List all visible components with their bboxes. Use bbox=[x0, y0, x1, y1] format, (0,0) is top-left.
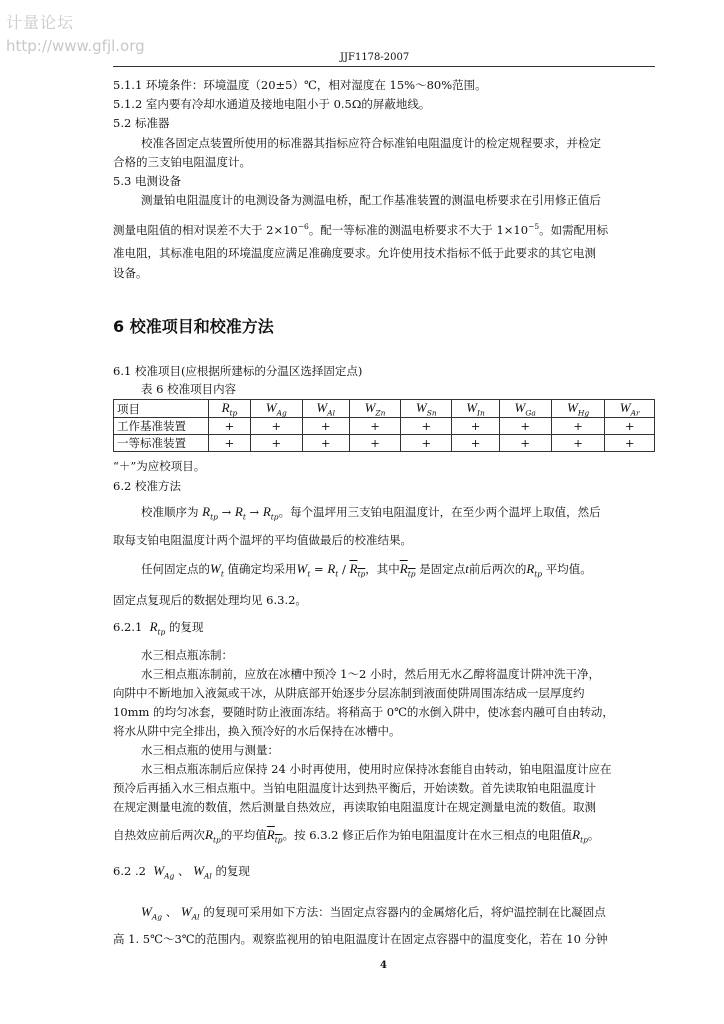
clause-5-3-heading: 5.3 电测设备 bbox=[113, 174, 181, 188]
table-cell: + bbox=[605, 418, 655, 435]
table-row bbox=[114, 418, 655, 435]
calibration-order-text: 校准顺序为 $R_{tp} \to R_t \to R_{tp}$。每个温坪用三支铂电阻温度计，在至少两个温坪上取值，然后 bbox=[141, 504, 601, 522]
table-row bbox=[114, 435, 655, 452]
water-cell-use-text-2: 预冷后再插入水三相点瓶中。当铂电阻温度计达到热平衡后，开始读数。首先读取铂电阻温度计 bbox=[113, 781, 596, 795]
table-cell: + bbox=[551, 418, 605, 435]
ag-al-method-text-2: 高 1. 5℃～3℃的范围内。观察监视用的铂电阻温度计在固定点容器中的温度变化，若在 10 分钟 bbox=[113, 932, 608, 946]
table-cell: + bbox=[551, 435, 605, 452]
watermark-url: http://www.gfjl.org bbox=[6, 37, 145, 55]
clause-5-3-text-cont: 测量电阻值的相对误差不大于 $2\times 10^{-6}$。配一等标准的测温电桥要求不大于 $1\times 10^{-5}$。如需配用标 bbox=[113, 222, 609, 237]
watermark-title: 计量论坛 bbox=[6, 13, 75, 32]
clause-6-1: 6.1 校准项目(应根据所建标的分温区选择固定点) bbox=[113, 364, 363, 378]
col-w-al: $W_{Al}$ bbox=[302, 400, 349, 418]
header-rule bbox=[113, 66, 655, 67]
water-cell-freeze-heading: 水三相点瓶冻制： bbox=[141, 648, 233, 662]
clause-5-2-text: 校准各固定点装置所使用的标准器其指标应符合标准铂电阻温度计的检定规程要求，并检定 bbox=[141, 136, 601, 150]
col-w-in: $W_{In}$ bbox=[452, 400, 499, 418]
col-w-zn: $W_{Zn}$ bbox=[349, 400, 400, 418]
calibration-order-text-cont: 取每支铂电阻温度计两个温坪的平均值做最后的校准结果。 bbox=[113, 533, 412, 547]
clause-5-2-heading: 5.2 标准器 bbox=[113, 116, 170, 130]
clause-5-1-2: 5.1.2 室内要有冷却水通道及接地电阻小于 0.5Ω的屏蔽地线。 bbox=[113, 97, 431, 111]
clause-6-2: 6.2 校准方法 bbox=[113, 479, 181, 493]
table-cell: + bbox=[209, 418, 251, 435]
table-header-label: 项目 bbox=[114, 400, 209, 418]
table-header-row bbox=[114, 400, 655, 418]
ag-al-method-text: $W_{Ag}$ 、 $W_{Al}$ 的复现可采用如下方法：当固定点容器内的金属熔化后，将炉温控制在比凝固点 bbox=[141, 904, 606, 922]
table-cell: + bbox=[349, 418, 400, 435]
document-code: JJF1178-2007 bbox=[340, 52, 410, 63]
col-r-tp: $R_{tp}$ bbox=[209, 400, 251, 418]
table-cell: + bbox=[349, 435, 400, 452]
water-cell-freeze-text: 水三相点瓶冻制前，应放在冰槽中预冷 1～2 小时，然后用无水乙醇将温度计阱冲洗干净， bbox=[141, 667, 600, 681]
clause-5-3-text-end: 设备。 bbox=[113, 266, 148, 280]
water-cell-freeze-text-3: 10mm 的均匀冰套，要随时防止液面冻结。将稍高于 0℃的水倒入阱中，使冰套内融可自由转动， bbox=[113, 705, 614, 719]
table-cell: + bbox=[250, 418, 302, 435]
table-note: “＋”为应校项目。 bbox=[113, 459, 206, 473]
section-6-heading: 6 校准项目和校准方法 bbox=[113, 317, 274, 336]
col-w-ga: $W_{Ga}$ bbox=[499, 400, 551, 418]
clause-6-2-1: 6.2.1 $R_{tp}$ 的复现 bbox=[113, 619, 204, 637]
clause-6-2-2: 6.2 .2 $W_{Ag}$ 、 $W_{Al}$ 的复现 bbox=[113, 863, 250, 881]
clause-5-3-text: 测量铂电阻温度计的电测设备为测温电桥，配工作基准装置的测温电桥要求在引用修正值后 bbox=[141, 193, 601, 207]
row-label: 工作基准装置 bbox=[114, 418, 209, 435]
data-processing-ref: 固定点复现后的数据处理均见 6.3.2。 bbox=[113, 593, 307, 607]
table-cell: + bbox=[401, 418, 452, 435]
clause-5-2-text-cont: 合格的三支铂电阻温度计。 bbox=[113, 155, 251, 169]
formula-text: 任何固定点的$W_t$ 值确定均采用$W_t = R_t / R_{tp}$，其中$R_{tp}$ 是固定点t前后两次的$R_{tp}$ 平均值。 bbox=[141, 561, 592, 579]
col-w-hg: $W_{Hg}$ bbox=[551, 400, 605, 418]
water-cell-freeze-text-4: 将水从阱中完全排出，换入预冷好的水后保持在冰槽中。 bbox=[113, 724, 401, 738]
water-cell-use-text: 水三相点瓶冻制后应保持 24 小时再使用，使用时应保持冰套能自由转动，铂电阻温度计应在 bbox=[141, 762, 612, 776]
water-cell-use-heading: 水三相点瓶的使用与测量： bbox=[141, 743, 279, 757]
table-cell: + bbox=[499, 435, 551, 452]
table-cell: + bbox=[401, 435, 452, 452]
table-cell: + bbox=[452, 435, 499, 452]
water-cell-freeze-text-2: 向阱中不断地加入液氮或干冰，从阱底部开始逐步分层冻制到液面使阱周围冻结成一层厚度约 bbox=[113, 686, 585, 700]
table-cell: + bbox=[250, 435, 302, 452]
table-caption: 表 6 校准项目内容 bbox=[141, 382, 237, 396]
row-label: 一等标准装置 bbox=[114, 435, 209, 452]
clause-5-3-text-cont2: 准电阻，其标准电阻的环境温度应满足准确度要求。允许使用技术指标不低于此要求的其它电测 bbox=[113, 246, 596, 260]
col-w-sn: $W_{Sn}$ bbox=[401, 400, 452, 418]
water-cell-use-text-3: 在规定测量电流的数值，然后测量自热效应，再读取铂电阻温度计在规定测量电流的数值。取测 bbox=[113, 800, 596, 814]
col-w-ag: $W_{Ag}$ bbox=[250, 400, 302, 418]
table-cell: + bbox=[499, 418, 551, 435]
table-cell: + bbox=[452, 418, 499, 435]
calibration-items-table bbox=[113, 399, 655, 452]
clause-5-1-1: 5.1.1 环境条件：环境温度（20±5）℃，相对湿度在 15%～80%范围。 bbox=[113, 78, 487, 92]
col-w-ar: $W_{Ar}$ bbox=[605, 400, 655, 418]
table-cell: + bbox=[209, 435, 251, 452]
table-cell: + bbox=[302, 435, 349, 452]
table-cell: + bbox=[605, 435, 655, 452]
water-cell-use-text-4: 自热效应前后两次$R_{tp}$的平均值$R_{tp}$。按 6.3.2 修正后作为铂电阻温度计在水三相点的电阻值$R_{tp}$。 bbox=[113, 827, 600, 845]
page-number: 4 bbox=[380, 960, 387, 971]
table-cell: + bbox=[302, 418, 349, 435]
